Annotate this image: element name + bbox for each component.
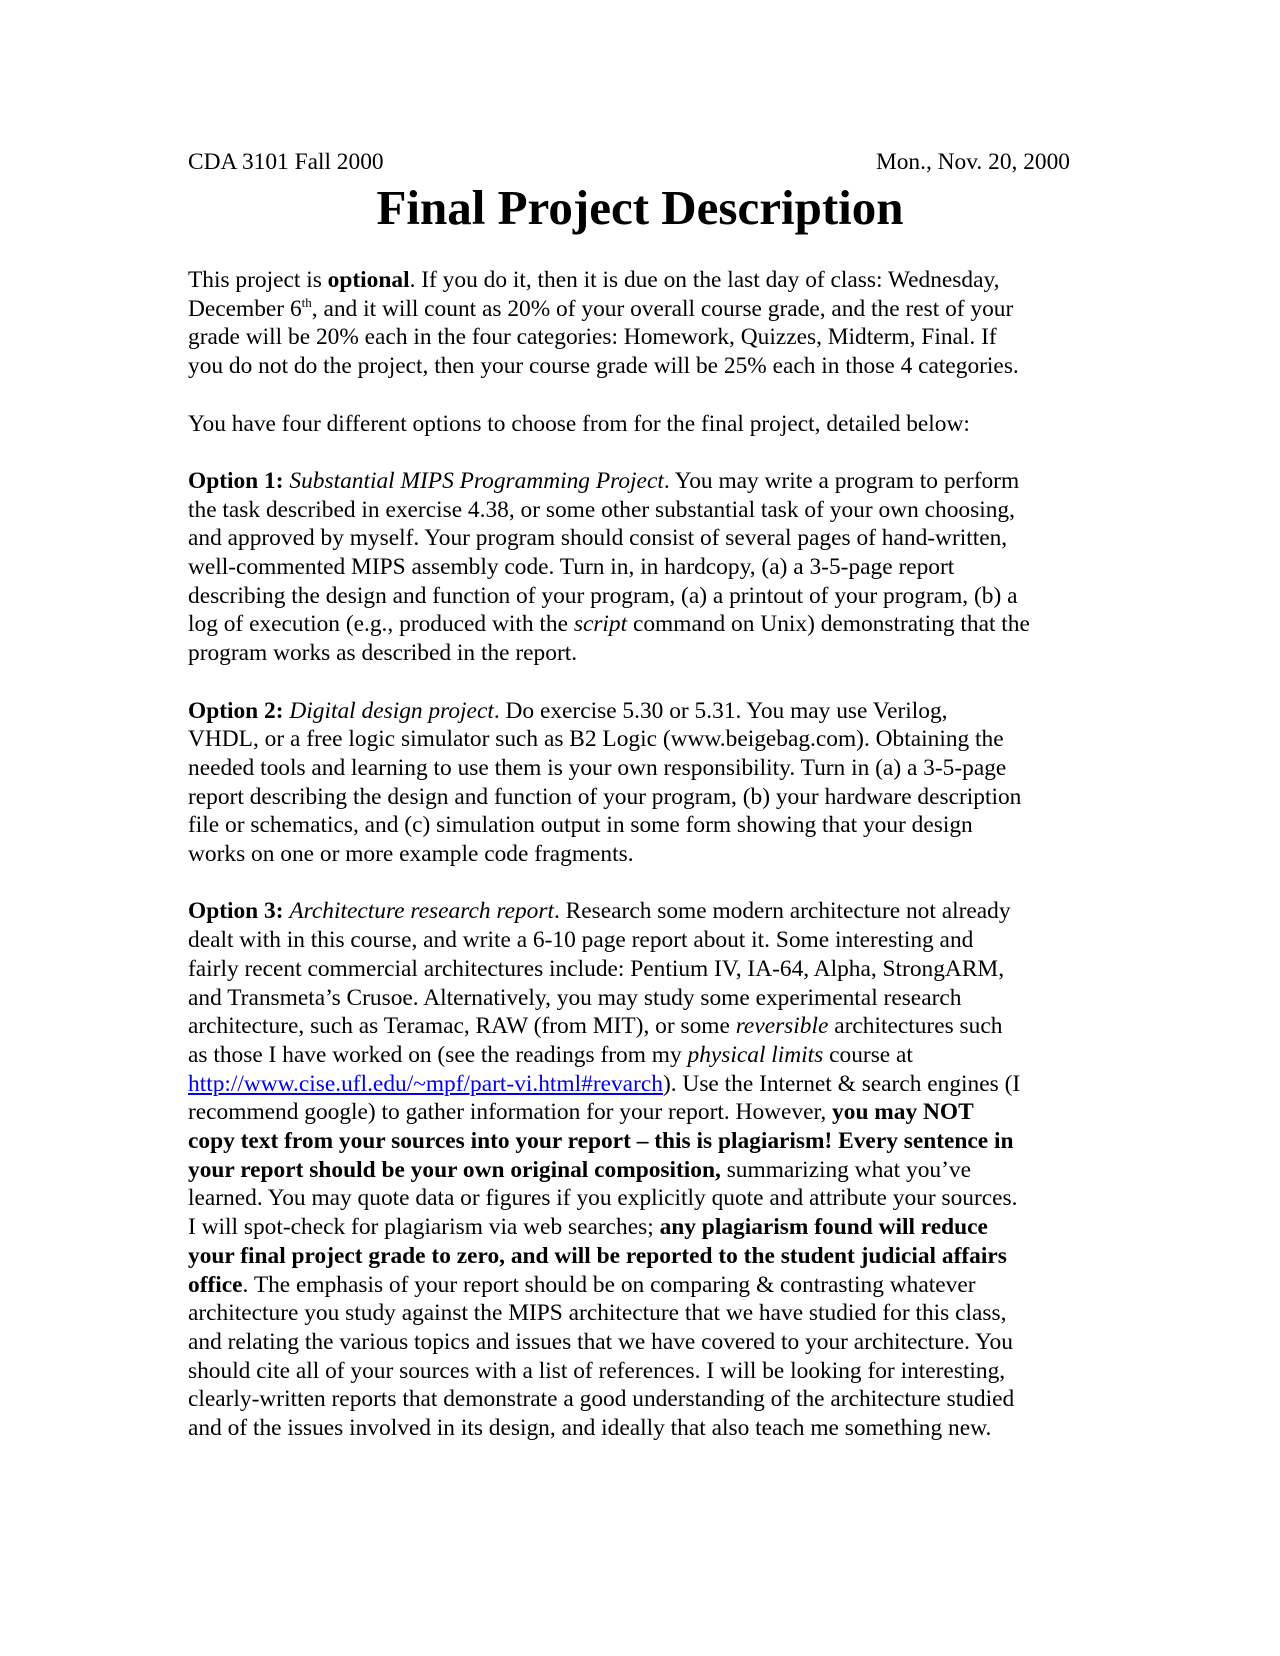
text-line: well-commented MIPS assembly code. Turn in, in hardcopy, (a) a 3-5-page report <box>188 554 955 580</box>
text-line: and of the issues involved in its design, and ideally that also teach me something new. <box>188 1415 992 1442</box>
text-run: December 6 <box>188 295 302 322</box>
text-line <box>188 266 1092 295</box>
text-line <box>188 295 1092 324</box>
text-line: report describing the design and function of your program, (b) your hardware description <box>188 783 1022 810</box>
option-2-paragraph <box>188 697 1092 869</box>
text-line: dealt with in this course, and write a 6-10 page report about it. Some interesting and <box>188 927 974 954</box>
document-date: Mon., Nov. 20, 2000 <box>875 149 1070 175</box>
text-line: and relating the various topics and issues that we have covered to your architecture. You <box>188 1328 1013 1355</box>
text-line: fairly recent commercial architectures include: Pentium IV, IA-64, Alpha, StrongARM, <box>188 955 1005 982</box>
text-line: grade will be 20% each in the four categories: Homework, Quizzes, Midterm, Final. If <box>188 324 997 351</box>
option-title: Architecture research report <box>289 898 554 925</box>
revarch-link[interactable]: http://www.cise.ufl.edu/~mpf/part-vi.html#revarch <box>188 1070 663 1097</box>
text-run: . The emphasis of your report should be on comparing & contrasting whatever <box>242 1271 976 1298</box>
text-line: clearly-written reports that demonstrate a good understanding of the architecture studied <box>188 1386 1015 1413</box>
text-run: . You may write a program to perform <box>663 467 1020 494</box>
text-run: . Research some modern architecture not already <box>553 898 1011 925</box>
emphasis-warning: your report should be your own original composition, <box>188 1156 721 1183</box>
text-line: program works as described in the report. <box>188 640 578 667</box>
emphasis-physical-limits: physical limits <box>687 1041 824 1068</box>
emphasis-optional: optional <box>327 267 410 293</box>
text-run: I will spot-check for plagiarism via web searches; <box>188 1214 660 1241</box>
text-line <box>188 697 1092 726</box>
text-run: course at <box>823 1041 913 1068</box>
text-line <box>188 610 1092 639</box>
text-run: This project is <box>188 267 328 293</box>
text-line <box>188 1041 1092 1070</box>
text-run: recommend google) to gather information for your report. However, <box>188 1099 833 1126</box>
text-line: learned. You may quote data or figures if you explicitly quote and attribute your sources. <box>188 1185 1018 1212</box>
emphasis-warning: any plagiarism found will reduce <box>659 1214 988 1241</box>
emphasis-reversible: reversible <box>735 1013 829 1040</box>
text-line: and Transmeta’s Crusoe. Alternatively, you may study some experimental research <box>188 984 962 1011</box>
text-line: VHDL, or a free logic simulator such as B2 Logic (www.beigebag.com). Obtaining the <box>188 726 1004 753</box>
option-label: Option 2: <box>188 697 284 724</box>
text-line <box>188 1127 1092 1156</box>
text-line: You have four different options to choose from for the final project, detailed below: <box>188 410 970 437</box>
option-3-paragraph <box>188 897 1092 1442</box>
text-line: file or schematics, and (c) simulation output in some form showing that your design <box>188 812 973 839</box>
text-line: should cite all of your sources with a list of references. I will be looking for interesting, <box>188 1357 1006 1384</box>
option-title: Substantial MIPS Programming Project <box>289 467 664 494</box>
emphasis-warning: office <box>188 1271 243 1298</box>
text-line <box>188 1213 1092 1242</box>
text-line <box>188 1156 1092 1185</box>
text-run: summarizing what you’ve <box>720 1156 971 1183</box>
text-run: . If you do it, then it is due on the last day of class: Wednesday, <box>409 267 1000 293</box>
document-header <box>188 148 1070 176</box>
text-run: ). Use the Internet & search engines (I <box>662 1070 1021 1097</box>
text-run: as those I have worked on (see the readings from my <box>188 1041 688 1068</box>
intro-paragraph <box>188 266 1092 381</box>
option-title: Digital design project <box>289 697 494 724</box>
text-line <box>188 1098 1092 1127</box>
text-line <box>188 467 1092 496</box>
option-label: Option 1: <box>188 467 284 494</box>
document-page <box>188 148 1092 1471</box>
option-1-paragraph <box>188 467 1092 668</box>
text-line: and approved by myself. Your program should consist of several pages of hand-written, <box>188 525 1008 552</box>
text-line <box>188 1012 1092 1041</box>
page-title: Final Project Description <box>376 180 904 235</box>
text-run: architecture, such as Teramac, RAW (from MIT), or some <box>188 1013 736 1040</box>
text-run: log of execution (e.g., produced with the <box>188 611 574 638</box>
text-line: you do not do the project, then your course grade will be 25% each in those 4 categories. <box>188 353 1019 380</box>
option-label: Option 3: <box>188 898 284 925</box>
options-intro-paragraph <box>188 410 1092 439</box>
text-run: , and it will count as 20% of your overall course grade, and the rest of your <box>311 295 1014 322</box>
text-line <box>188 1242 1092 1271</box>
text-line <box>188 1271 1092 1300</box>
superscript: th <box>301 294 312 310</box>
text-line: the task described in exercise 4.38, or some other substantial task of your own choosing, <box>188 496 1015 523</box>
course-name: CDA 3101 Fall 2000 <box>188 149 384 175</box>
text-run: command on Unix) demonstrating that the <box>627 611 1030 638</box>
text-line: needed tools and learning to use them is your own responsibility. Turn in (a) a 3-5-page <box>188 754 1007 781</box>
text-run: architectures such <box>828 1013 1003 1040</box>
emphasis-warning: you may NOT <box>832 1099 974 1126</box>
text-line: describing the design and function of your program, (a) a printout of your program, (b) a <box>188 582 1018 609</box>
text-line: works on one or more example code fragments. <box>188 841 634 868</box>
text-line: architecture you study against the MIPS architecture that we have studied for this class, <box>188 1300 1007 1327</box>
text-run: . Do exercise 5.30 or 5.31. You may use Verilog, <box>493 697 948 724</box>
text-line <box>188 1070 1092 1099</box>
emphasis-warning: copy text from your sources into your report – this is plagiarism! Every sentence in <box>188 1128 1014 1155</box>
emphasis-warning: your final project grade to zero, and will be reported to the student judicial affairs <box>188 1242 1007 1269</box>
text-line <box>188 897 1092 926</box>
emphasis-script: script <box>573 611 628 638</box>
